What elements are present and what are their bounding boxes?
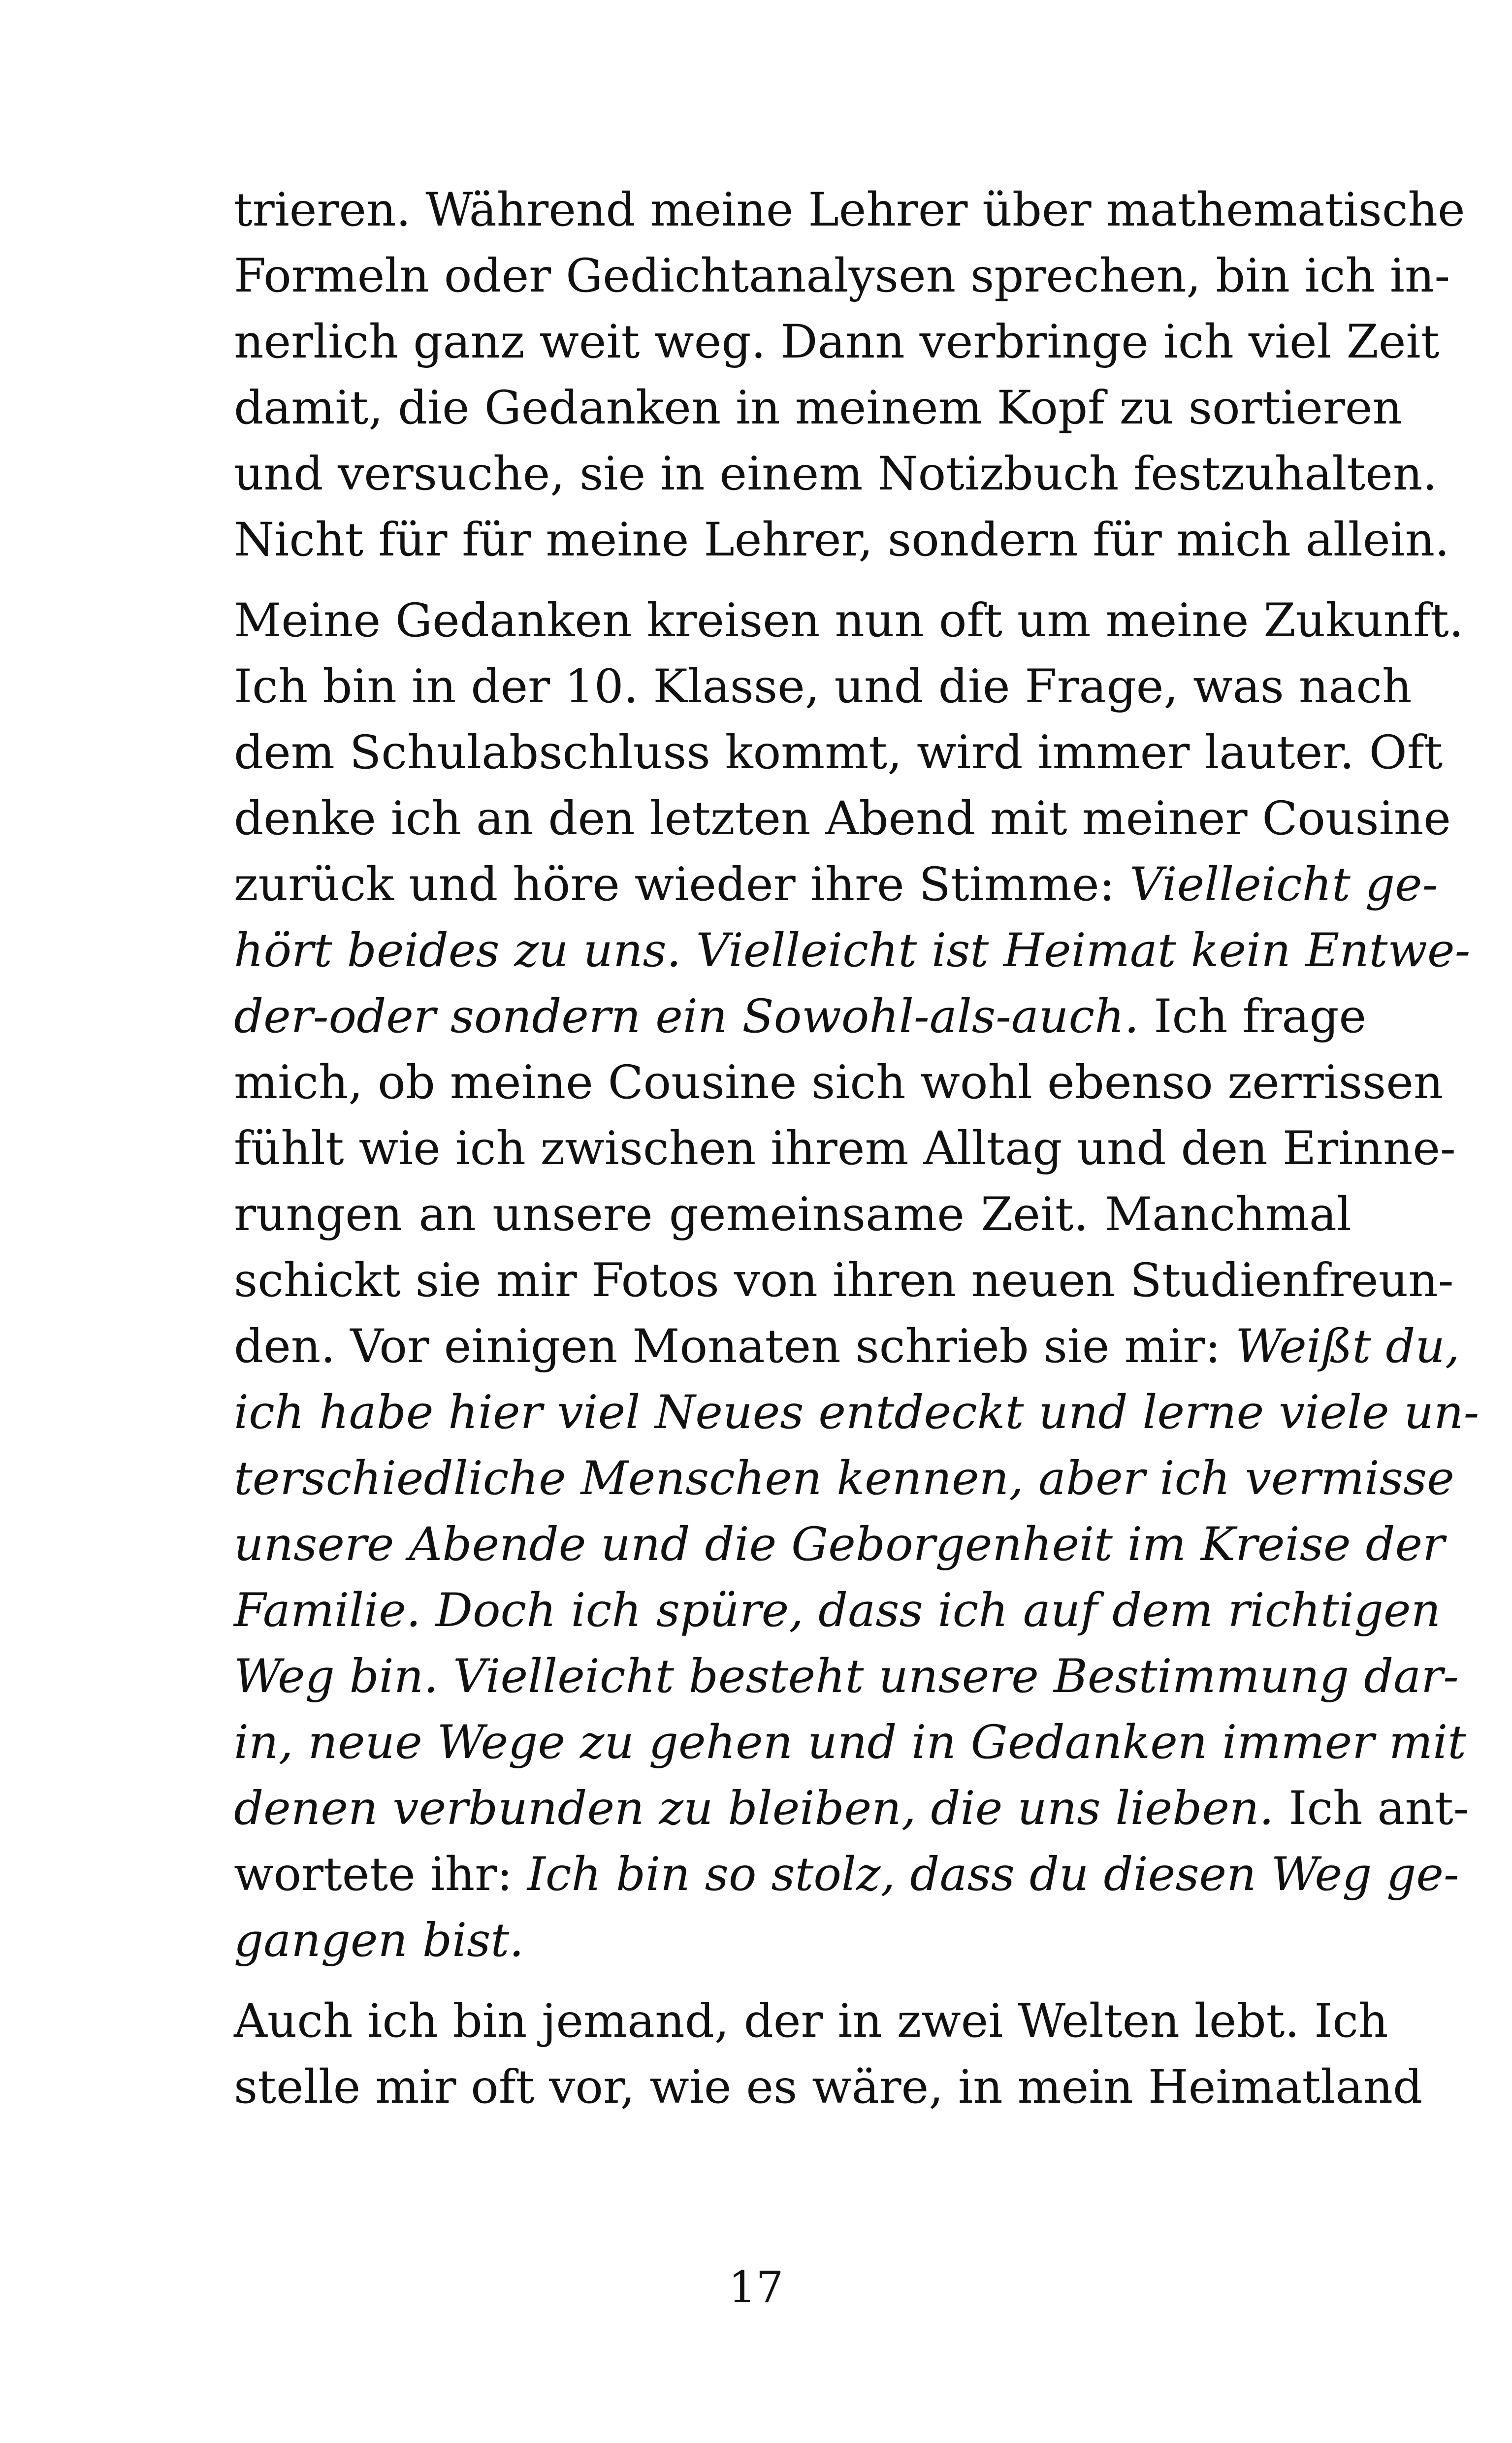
italic-quote: der-oder sondern ein Sowohl-als-auch. [234,990,1139,1043]
text-line [234,375,1403,441]
text-run: dem Schulabschluss kommt, wird immer lauter. Oft [234,726,1443,780]
text-line [234,177,1465,243]
text-run: zurück und höre wieder ihre Stimme: [234,858,1130,912]
text-run: Ich ant- [1274,1782,1469,1835]
text-run: Auch ich bin jemand, der in zwei Welten lebt. Ich [234,1994,1388,2048]
italic-quote: unsere Abende und die Geborgenheit im Kreise der [234,1518,1445,1571]
text-line [234,588,1464,654]
text-run: Ich bin in der 10. Klasse, und die Frage, was nach [234,660,1412,714]
italic-quote: in, neue Wege zu gehen und in Gedanken immer mit [234,1716,1467,1769]
text-line [234,1314,1460,1380]
text-run: trieren. Während meine Lehrer über mathematische [234,183,1465,237]
italic-quote: gangen bist. [234,1914,524,1967]
text-run: denke ich an den letzten Abend mit meiner Cousine [234,792,1451,846]
body-text [234,177,1480,2120]
text-line [234,984,1367,1050]
text-run: rungen an unsere gemeinsame Zeit. Manchmal [234,1188,1351,1241]
text-line [234,1908,1351,1974]
text-line [234,720,1443,786]
text-line [234,1116,1456,1182]
text-line [234,507,1450,573]
text-run: Meine Gedanken kreisen nun oft um meine Zukunft. [234,594,1464,648]
text-line [234,243,1450,309]
text-run: nerlich ganz weit weg. Dann verbringe ich viel Zeit [234,315,1440,369]
paragraph [234,177,1465,573]
text-run: mich, ob meine Cousine sich wohl ebenso zerrissen [234,1056,1444,1109]
text-line [234,1512,1445,1578]
text-line [234,1644,1459,1710]
text-run: schickt sie mir Fotos von ihren neuen Studienfreun- [234,1254,1454,1307]
italic-quote: ich habe hier viel Neues entdeckt und lerne viele un- [234,1386,1480,1439]
text-run: Formeln oder Gedichtanalysen sprechen, bin ich in- [234,249,1450,303]
text-line [234,1050,1444,1116]
text-line [234,786,1451,852]
text-run: damit, die Gedanken in meinem Kopf zu sortieren [234,381,1403,435]
text-run: und versuche, sie in einem Notizbuch festzuhalten. [234,447,1438,501]
text-line [234,852,1438,918]
italic-quote: hört beides zu uns. Vielleicht ist Heimat kein Entwe- [234,924,1471,977]
text-run: Nicht für für meine Lehrer, sondern für mich allein. [234,513,1450,567]
text-line [234,1578,1441,1644]
text-run: den. Vor einigen Monaten schrieb sie mir: [234,1320,1236,1373]
italic-quote: Ich bin so stolz, dass du diesen Weg ge- [527,1848,1459,1901]
text-run: Ich frage [1139,990,1367,1043]
text-line [234,918,1471,984]
page-number: 17 [728,2262,784,2313]
paragraph [234,1988,1423,2120]
text-line [234,1776,1469,1842]
italic-quote: Familie. Doch ich spüre, dass ich auf dem richtigen [234,1584,1441,1637]
italic-quote: Vielleicht ge- [1129,858,1438,912]
italic-quote: denen verbunden zu bleiben, die uns lieben. [234,1782,1274,1835]
text-line [234,441,1438,507]
text-line [234,1988,1388,2054]
text-line [234,1710,1467,1776]
text-line [234,1842,1459,1908]
text-line [234,1248,1454,1314]
text-line [234,1380,1480,1446]
italic-quote: Weißt du, [1235,1320,1460,1373]
text-run: fühlt wie ich zwischen ihrem Alltag und den Erinne- [234,1122,1456,1175]
italic-quote: Weg bin. Vielleicht besteht unsere Bestimmung dar- [234,1650,1459,1703]
text-line [234,1182,1351,1248]
text-line [234,654,1412,720]
italic-quote: terschiedliche Menschen kennen, aber ich vermisse [234,1452,1454,1505]
text-line [234,1446,1454,1512]
text-line [234,2054,1423,2120]
paragraph [234,588,1480,1974]
text-run: stelle mir oft vor, wie es wäre, in mein Heimatland [234,2060,1423,2114]
text-line [234,309,1440,375]
text-run: wortete ihr: [234,1848,527,1901]
